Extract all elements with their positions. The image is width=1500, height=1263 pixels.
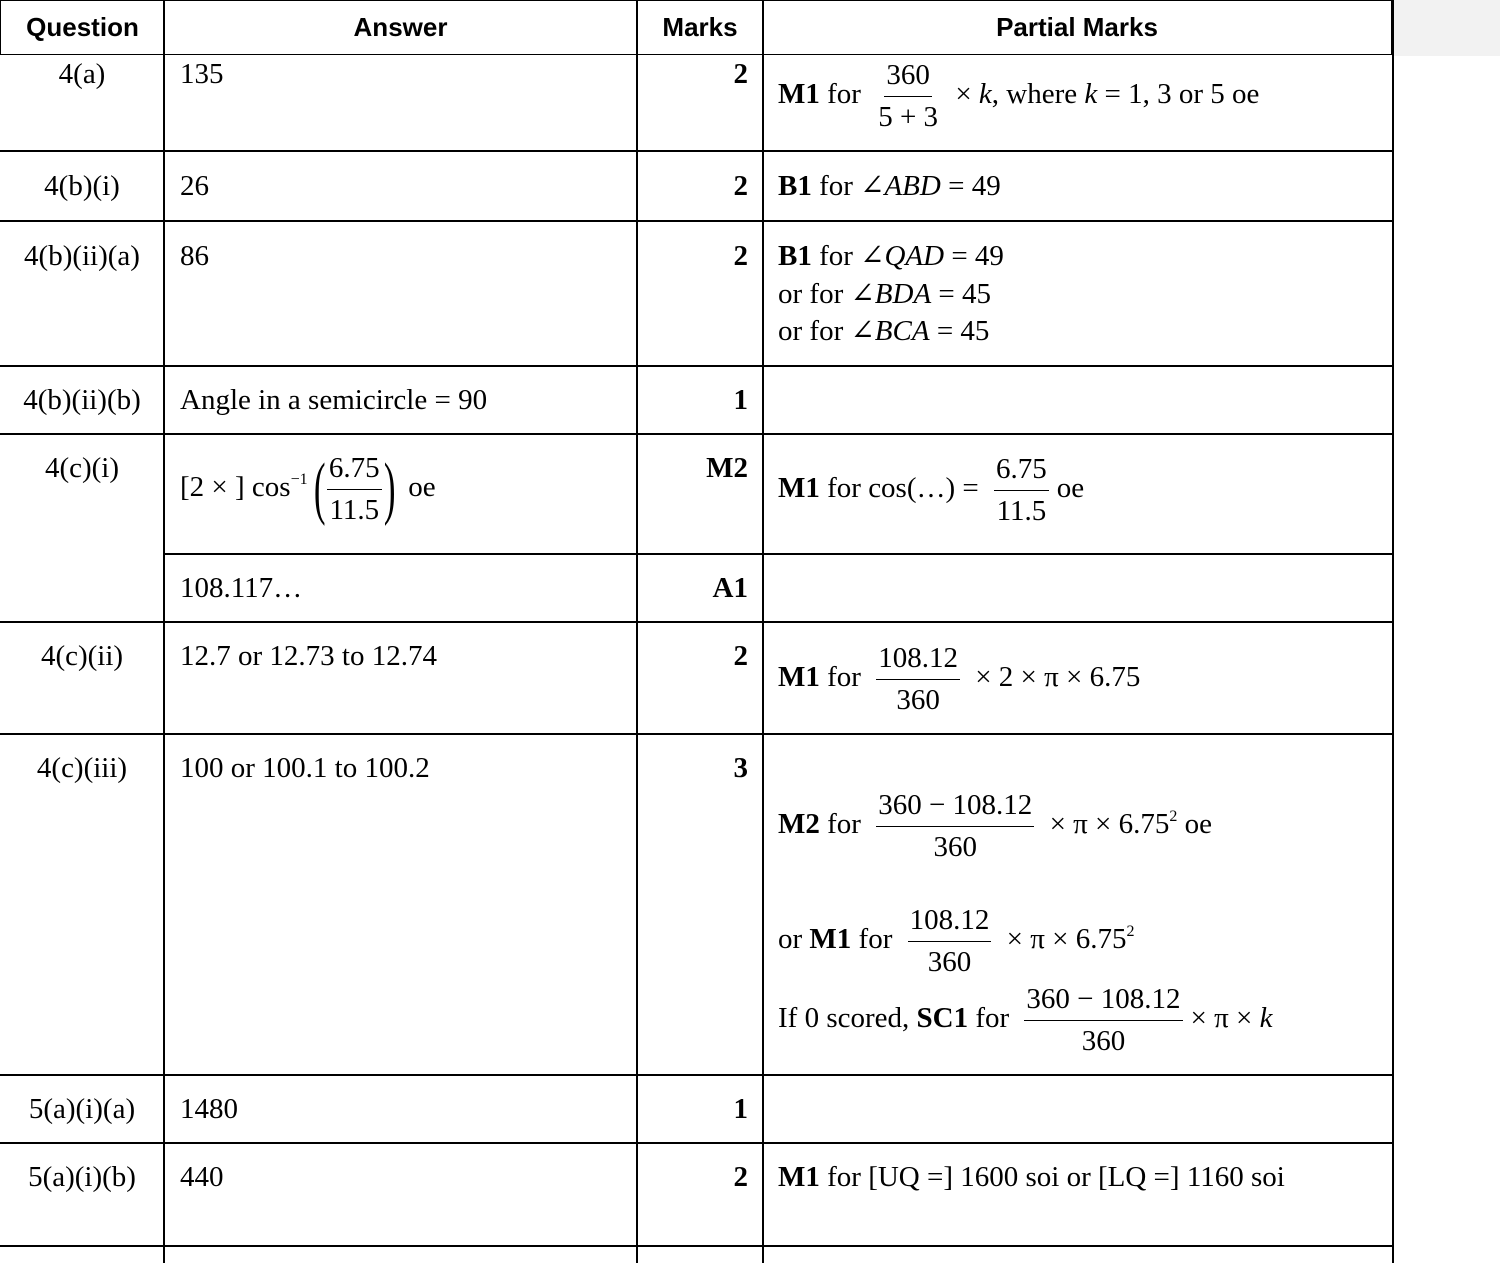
- answer-text: 12.7 or 12.73 to 12.74: [180, 640, 437, 672]
- text: or: [778, 922, 803, 955]
- row-divider: [0, 1074, 1394, 1076]
- text: or for ∠: [778, 278, 875, 310]
- text: for: [827, 77, 861, 110]
- denominator: 360: [1081, 1024, 1126, 1057]
- denominator: 360: [933, 830, 977, 863]
- fraction: [876, 58, 940, 135]
- row-divider: [0, 365, 1394, 367]
- text: for ∠: [819, 240, 885, 272]
- answer-text: 86: [180, 240, 209, 272]
- header-marks-label: Marks: [662, 12, 738, 42]
- answer-text: 135: [180, 58, 224, 90]
- question-id: 4(c)(iii): [36, 752, 128, 784]
- text: = 1, 3 or 5 oe: [1104, 77, 1260, 110]
- mark-code: B1: [778, 170, 812, 202]
- superscript: 2: [1126, 922, 1135, 940]
- row-divider: [0, 1245, 1394, 1247]
- question-id: 4(b)(ii)(b): [23, 384, 141, 416]
- variable: k: [1084, 77, 1098, 110]
- row-divider: [0, 1142, 1394, 1144]
- text: × π × 6.75: [1049, 807, 1170, 840]
- question-id: 4(c)(ii): [40, 640, 124, 672]
- variable: QAD: [884, 240, 945, 272]
- answer-text: 100 or 100.1 to 100.2: [180, 752, 430, 784]
- variable: k: [978, 77, 992, 110]
- right-paren: ): [383, 450, 396, 528]
- header-question-label: Question: [26, 12, 139, 42]
- marks-value: 1: [733, 1093, 748, 1125]
- answer-text: 108.117…: [180, 572, 303, 604]
- fraction: [327, 451, 382, 528]
- row-divider: [0, 621, 1394, 623]
- header-marks: [636, 0, 764, 55]
- mark-code: SC1: [916, 1001, 969, 1034]
- marks-value: 1: [733, 384, 748, 416]
- denominator: 5 + 3: [878, 100, 939, 133]
- row-divider: [163, 553, 1394, 555]
- row-divider: [0, 220, 1394, 222]
- text: × π ×: [1190, 1001, 1253, 1034]
- left-paren: (: [313, 450, 326, 528]
- mark-code: M1: [778, 77, 820, 110]
- fraction: [876, 788, 1034, 865]
- denominator: 360: [896, 683, 940, 716]
- variable: k: [1259, 1001, 1273, 1034]
- numerator: 360 − 108.12: [876, 788, 1034, 827]
- answer-text: 26: [180, 170, 209, 202]
- text: , where: [991, 77, 1078, 110]
- partial-marks-text: [778, 982, 1273, 1059]
- partial-marks-text: [778, 452, 1084, 529]
- text: = 49: [948, 170, 1001, 202]
- header-question: [0, 0, 165, 55]
- text: for: [858, 922, 893, 955]
- text: oe: [1184, 807, 1213, 840]
- marks-value: 2: [733, 640, 748, 672]
- mark-code: M1: [778, 471, 820, 504]
- numerator: 360 − 108.12: [1024, 982, 1182, 1021]
- text: [2 × ] cos: [180, 470, 291, 503]
- mark-code: M1: [809, 922, 852, 955]
- question-id: 5(a)(i)(a): [28, 1093, 136, 1125]
- row-divider: [0, 433, 1394, 435]
- numerator: 360: [884, 58, 932, 97]
- denominator: 360: [927, 945, 972, 978]
- partial-marks-text: [778, 238, 1004, 276]
- partial-marks-text: [778, 58, 1259, 135]
- header-answer: [163, 0, 638, 55]
- question-id: 4(c)(i): [44, 452, 120, 484]
- text: oe: [1056, 471, 1085, 504]
- partial-marks-text: [778, 313, 989, 351]
- numerator: 6.75: [994, 452, 1049, 491]
- text: oe: [408, 470, 436, 503]
- question-id: 4(a): [58, 58, 106, 90]
- marks-value: 2: [733, 240, 748, 272]
- variable: ABD: [884, 170, 941, 202]
- mark-code: M1: [778, 1161, 820, 1193]
- question-id: 4(b)(i): [44, 170, 120, 202]
- mark-code: B1: [778, 240, 812, 272]
- partial-marks-text: [778, 168, 1001, 206]
- answer-text: Angle in a semicircle = 90: [180, 384, 488, 416]
- marks-value: 3: [733, 752, 748, 784]
- partial-marks-text: [778, 276, 991, 314]
- numerator: 108.12: [908, 903, 992, 942]
- text: or for ∠: [778, 315, 875, 347]
- text: × 2 × π × 6.75: [975, 660, 1141, 693]
- text: for: [975, 1001, 1010, 1034]
- marks-value: 2: [733, 1161, 748, 1193]
- header-background-strip: [1392, 0, 1500, 56]
- superscript: 2: [1169, 807, 1178, 825]
- marks-value: 2: [733, 170, 748, 202]
- text: for: [827, 660, 861, 693]
- marks-value: 2: [733, 58, 748, 90]
- partial-marks-text: [778, 641, 1140, 718]
- text: for [UQ =] 1600 soi or [LQ =] 1160 soi: [827, 1161, 1285, 1193]
- mark-code: M2: [778, 807, 820, 840]
- row-divider: [0, 733, 1394, 735]
- text: for cos(…) =: [827, 471, 979, 504]
- question-id: 4(b)(ii)(a): [24, 240, 140, 272]
- question-id: 5(a)(i)(b): [28, 1161, 136, 1193]
- variable: BCA: [874, 315, 930, 347]
- text: If 0 scored,: [778, 1001, 910, 1034]
- partial-marks-text: [778, 788, 1212, 865]
- partial-marks-text: [778, 903, 1134, 980]
- denominator: 11.5: [996, 494, 1047, 527]
- denominator: 11.5: [329, 493, 380, 526]
- numerator: 6.75: [327, 451, 382, 490]
- mark-code: M1: [778, 660, 820, 693]
- text: ×: [955, 77, 972, 110]
- header-answer-label: Answer: [353, 12, 448, 42]
- superscript: −1: [290, 470, 308, 488]
- fraction: [1024, 982, 1182, 1059]
- marks-value: A1: [712, 572, 748, 604]
- partial-marks-text: [778, 1159, 1285, 1197]
- fraction: [994, 452, 1049, 529]
- text: = 49: [951, 240, 1004, 272]
- text: for: [827, 807, 861, 840]
- fraction: [876, 641, 960, 718]
- answer-text: 440: [180, 1161, 224, 1193]
- fraction: [908, 903, 992, 980]
- variable: BDA: [874, 278, 932, 310]
- header-partial-label: Partial Marks: [996, 12, 1158, 42]
- text: × π × 6.75: [1006, 922, 1127, 955]
- row-divider: [0, 150, 1394, 152]
- header-partial-marks: [762, 0, 1392, 55]
- answer-text: [180, 451, 436, 528]
- numerator: 108.12: [876, 641, 960, 680]
- answer-text: 1480: [180, 1093, 238, 1125]
- text: = 45: [936, 315, 990, 347]
- marks-value: M2: [706, 452, 748, 484]
- text: for ∠: [819, 170, 885, 202]
- text: = 45: [938, 278, 992, 310]
